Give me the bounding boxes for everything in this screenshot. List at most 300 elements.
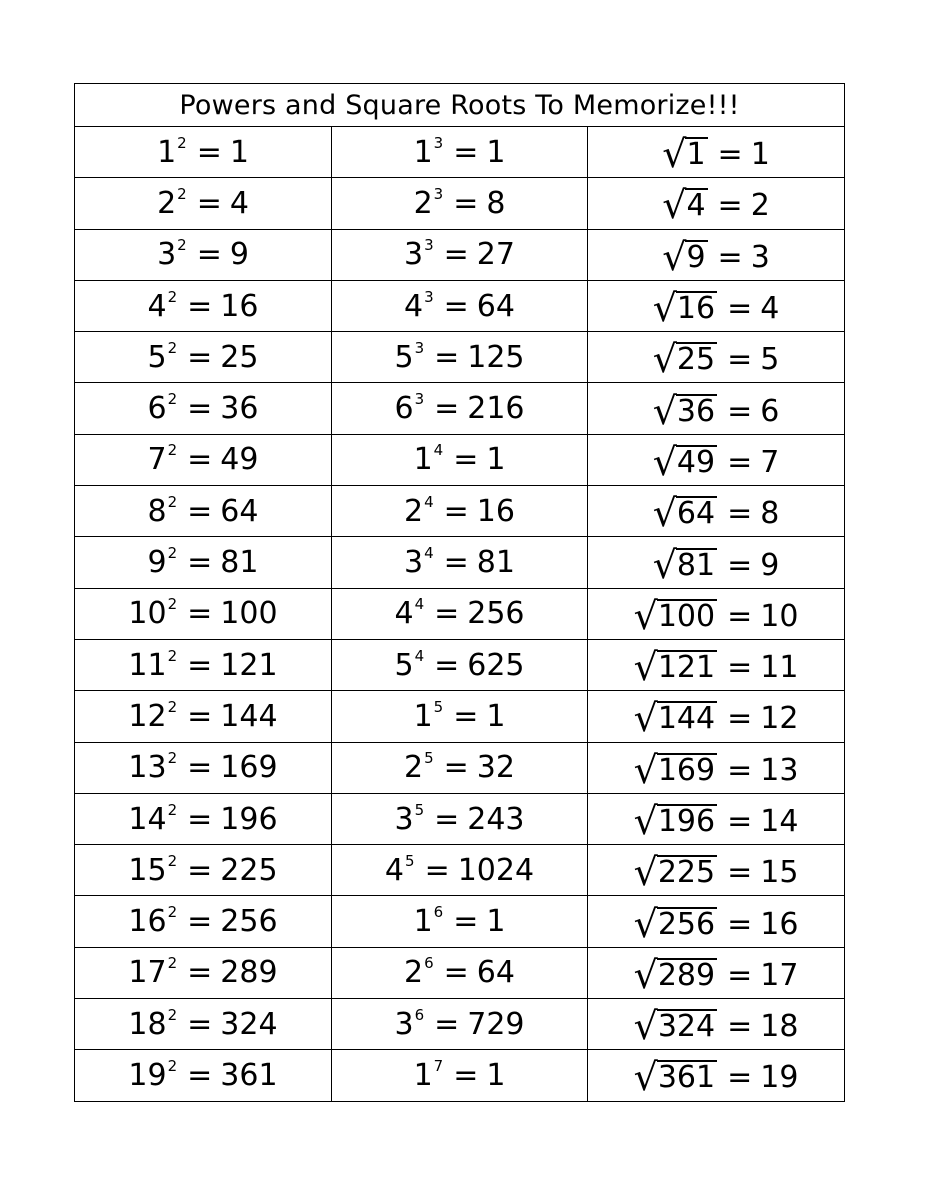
square-base: 17	[128, 955, 167, 991]
equals-sign: =	[727, 804, 753, 839]
root-radicand: 81	[676, 547, 716, 583]
power-base: 2	[404, 750, 424, 786]
equals-sign: =	[187, 391, 213, 427]
square-value: 225	[220, 852, 278, 888]
power-value: 1	[486, 1057, 506, 1093]
square-equation	[128, 699, 277, 734]
power-cell	[332, 793, 588, 844]
power-equation	[404, 289, 515, 324]
power-cell	[332, 486, 588, 537]
square-cell	[75, 845, 332, 896]
square-cell	[75, 1050, 332, 1101]
equals-sign: =	[453, 134, 479, 170]
root-value: 7	[760, 444, 780, 480]
square-exponent: 2	[167, 749, 178, 768]
square-equation	[148, 442, 259, 477]
equals-sign: =	[727, 957, 753, 993]
equals-sign: =	[196, 185, 222, 221]
equals-sign: =	[717, 137, 743, 173]
table-row	[75, 588, 845, 639]
square-exponent: 2	[167, 903, 178, 922]
power-value: 64	[476, 288, 515, 324]
equals-sign: =	[196, 237, 222, 273]
root-cell	[588, 1050, 845, 1101]
power-cell	[332, 1050, 588, 1101]
equals-sign: =	[434, 339, 460, 375]
root-equation	[633, 696, 799, 741]
square-value: 1	[229, 134, 249, 170]
power-value: 1	[486, 134, 506, 170]
equals-sign: =	[187, 750, 213, 786]
radical-sign-icon: √	[633, 901, 658, 946]
root-radicand: 289	[657, 957, 716, 993]
power-value: 243	[467, 801, 525, 837]
square-cell	[75, 639, 332, 690]
root-cell	[588, 896, 845, 947]
powers-table	[74, 83, 845, 1102]
equals-sign: =	[727, 752, 753, 788]
table-row	[75, 999, 845, 1050]
square-exponent: 2	[167, 595, 178, 614]
square-cell	[75, 896, 332, 947]
square-cell	[75, 486, 332, 537]
root-radicand: 225	[657, 855, 716, 891]
square-exponent: 2	[167, 851, 178, 870]
power-exponent: 3	[414, 338, 425, 357]
equals-sign: =	[443, 955, 469, 991]
square-exponent: 2	[167, 441, 178, 460]
equals-sign: =	[443, 288, 469, 324]
equals-sign: =	[443, 545, 469, 581]
root-cell	[588, 742, 845, 793]
table-row	[75, 383, 845, 434]
square-value: 4	[229, 185, 249, 221]
radical-sign-icon: √	[633, 1055, 658, 1100]
equals-sign: =	[727, 855, 753, 891]
root-value: 18	[760, 1009, 799, 1045]
power-cell	[332, 280, 588, 331]
root-equation	[662, 132, 770, 177]
power-equation	[404, 955, 515, 990]
square-value: 81	[220, 545, 259, 581]
square-cell	[75, 280, 332, 331]
radical-sign-icon: √	[652, 337, 677, 382]
equals-sign: =	[187, 493, 213, 529]
power-equation	[394, 648, 524, 683]
power-value: 216	[467, 391, 525, 427]
table-row	[75, 639, 845, 690]
equals-sign: =	[453, 1057, 479, 1093]
square-base: 5	[147, 339, 167, 375]
square-exponent: 2	[167, 492, 178, 511]
square-equation	[128, 750, 277, 785]
equals-sign: =	[453, 442, 479, 478]
root-cell	[588, 229, 845, 280]
power-base: 3	[394, 801, 414, 837]
power-equation	[404, 494, 515, 529]
square-value: 169	[220, 750, 278, 786]
table-row	[75, 537, 845, 588]
square-equation	[128, 648, 277, 683]
root-radicand: 36	[676, 393, 716, 429]
power-base: 2	[404, 955, 424, 991]
power-exponent: 3	[433, 184, 444, 203]
square-base: 1	[157, 134, 177, 170]
square-base: 7	[147, 442, 167, 478]
power-exponent: 4	[424, 544, 434, 563]
power-base: 5	[394, 339, 414, 375]
square-value: 324	[220, 1006, 278, 1042]
square-base: 13	[128, 750, 167, 786]
power-exponent: 5	[424, 749, 434, 768]
table-row	[75, 434, 845, 485]
radical-sign-icon: √	[652, 491, 677, 536]
root-cell	[588, 127, 845, 178]
table-row	[75, 742, 845, 793]
equals-sign: =	[187, 904, 213, 940]
power-exponent: 3	[424, 287, 434, 306]
equals-sign: =	[434, 801, 460, 837]
root-equation	[633, 952, 799, 997]
square-base: 10	[128, 596, 167, 632]
square-value: 144	[220, 698, 278, 734]
power-cell	[332, 588, 588, 639]
square-exponent: 2	[167, 544, 178, 563]
square-equation	[128, 853, 277, 888]
square-equation	[128, 802, 277, 837]
root-radicand: 169	[657, 752, 716, 788]
root-value: 1	[750, 137, 770, 173]
equals-sign: =	[196, 134, 222, 170]
equals-sign: =	[727, 598, 753, 634]
power-exponent: 5	[433, 697, 444, 716]
square-value: 196	[220, 801, 278, 837]
table-row	[75, 1050, 845, 1101]
square-value: 36	[220, 391, 259, 427]
power-value: 81	[476, 545, 515, 581]
power-equation	[394, 340, 524, 375]
power-cell	[332, 127, 588, 178]
square-equation	[128, 596, 277, 631]
equals-sign: =	[453, 904, 479, 940]
square-equation	[157, 237, 249, 272]
square-base: 12	[128, 698, 167, 734]
radical-sign-icon: √	[633, 1004, 658, 1049]
table-row	[75, 178, 845, 229]
equals-sign: =	[187, 955, 213, 991]
power-base: 3	[404, 545, 424, 581]
power-exponent: 6	[433, 903, 444, 922]
square-cell	[75, 588, 332, 639]
power-value: 8	[486, 185, 506, 221]
square-exponent: 2	[167, 287, 178, 306]
root-cell	[588, 486, 845, 537]
power-base: 3	[394, 1006, 414, 1042]
table-row	[75, 845, 845, 896]
power-base: 1	[413, 442, 433, 478]
square-exponent: 2	[167, 954, 178, 973]
square-equation	[128, 955, 277, 990]
square-base: 9	[147, 545, 167, 581]
power-cell	[332, 999, 588, 1050]
power-cell	[332, 383, 588, 434]
power-exponent: 3	[424, 236, 434, 255]
radical-sign-icon: √	[652, 439, 677, 484]
root-radicand: 25	[676, 342, 716, 378]
square-value: 49	[220, 442, 259, 478]
table-row	[75, 127, 845, 178]
root-equation	[652, 337, 780, 382]
equals-sign: =	[434, 647, 460, 683]
power-cell	[332, 639, 588, 690]
square-base: 8	[147, 493, 167, 529]
equals-sign: =	[727, 906, 753, 942]
root-radicand: 144	[657, 701, 716, 737]
square-exponent: 2	[167, 697, 178, 716]
power-cell	[332, 537, 588, 588]
power-exponent: 3	[414, 390, 425, 409]
root-cell	[588, 845, 845, 896]
table-row	[75, 486, 845, 537]
title-row	[75, 84, 845, 127]
root-radicand: 121	[657, 650, 716, 686]
radical-sign-icon: √	[652, 286, 677, 331]
power-base: 2	[404, 493, 424, 529]
radical-sign-icon: √	[662, 132, 687, 177]
power-exponent: 6	[414, 1005, 425, 1024]
power-equation	[394, 1007, 524, 1042]
power-equation	[404, 237, 515, 272]
root-cell	[588, 639, 845, 690]
equals-sign: =	[717, 239, 743, 275]
power-equation	[404, 545, 515, 580]
power-exponent: 3	[433, 133, 444, 152]
square-cell	[75, 127, 332, 178]
root-equation	[662, 183, 770, 228]
root-equation	[633, 850, 799, 895]
root-equation	[652, 439, 780, 484]
square-cell	[75, 332, 332, 383]
radical-sign-icon: √	[633, 593, 658, 638]
square-cell	[75, 742, 332, 793]
power-exponent: 5	[405, 851, 415, 870]
root-cell	[588, 537, 845, 588]
root-value: 9	[760, 547, 780, 583]
root-value: 16	[760, 906, 799, 942]
equals-sign: =	[434, 596, 460, 632]
root-value: 11	[760, 650, 799, 686]
root-radicand: 16	[676, 291, 716, 327]
root-equation	[652, 542, 780, 587]
equals-sign: =	[187, 1006, 213, 1042]
square-cell	[75, 999, 332, 1050]
equals-sign: =	[727, 291, 753, 327]
equals-sign: =	[727, 547, 753, 583]
power-equation	[414, 186, 506, 221]
square-exponent: 2	[177, 184, 187, 203]
root-equation	[652, 491, 780, 536]
power-value: 32	[476, 750, 515, 786]
power-equation	[394, 596, 524, 631]
equals-sign: =	[187, 647, 213, 683]
table-row	[75, 947, 845, 998]
root-cell	[588, 434, 845, 485]
equals-sign: =	[727, 650, 753, 686]
square-exponent: 2	[167, 390, 178, 409]
root-value: 5	[760, 342, 780, 378]
radical-sign-icon: √	[633, 645, 658, 690]
power-exponent: 7	[433, 1056, 444, 1075]
equals-sign: =	[727, 1060, 753, 1096]
equals-sign: =	[727, 701, 753, 737]
equals-sign: =	[727, 1009, 753, 1045]
root-radicand: 1	[686, 137, 706, 173]
root-equation	[633, 593, 799, 638]
root-value: 3	[750, 239, 770, 275]
root-value: 17	[760, 957, 799, 993]
power-base: 1	[413, 904, 433, 940]
radical-sign-icon: √	[633, 799, 658, 843]
square-equation	[157, 186, 249, 221]
equals-sign: =	[443, 750, 469, 786]
square-equation	[128, 1058, 277, 1093]
power-value: 16	[476, 493, 515, 529]
square-cell	[75, 229, 332, 280]
power-equation	[394, 391, 524, 426]
power-base: 4	[404, 288, 424, 324]
square-cell	[75, 691, 332, 742]
root-radicand: 64	[676, 496, 716, 532]
radical-sign-icon: √	[633, 747, 658, 792]
root-equation	[633, 799, 799, 843]
root-equation	[662, 234, 770, 279]
power-equation	[414, 442, 506, 477]
square-value: 64	[220, 493, 259, 529]
root-radicand: 49	[676, 444, 716, 480]
table-row	[75, 280, 845, 331]
table-row	[75, 896, 845, 947]
root-equation	[652, 388, 780, 433]
root-radicand: 256	[657, 906, 716, 942]
equals-sign: =	[187, 852, 213, 888]
root-radicand: 9	[686, 239, 706, 275]
equals-sign: =	[187, 339, 213, 375]
root-equation	[633, 901, 799, 946]
radical-sign-icon: √	[633, 952, 658, 997]
power-exponent: 4	[424, 492, 434, 511]
power-exponent: 5	[414, 800, 425, 819]
power-exponent: 4	[414, 646, 425, 665]
root-cell	[588, 999, 845, 1050]
root-value: 19	[760, 1060, 799, 1096]
square-equation	[148, 289, 259, 324]
radical-sign-icon: √	[652, 542, 677, 587]
root-cell	[588, 588, 845, 639]
root-value: 4	[760, 291, 780, 327]
power-cell	[332, 691, 588, 742]
square-base: 4	[147, 288, 167, 324]
root-cell	[588, 383, 845, 434]
root-radicand: 324	[657, 1009, 716, 1045]
table-row	[75, 793, 845, 844]
power-value: 1	[486, 904, 506, 940]
equals-sign: =	[187, 288, 213, 324]
equals-sign: =	[187, 1057, 213, 1093]
equals-sign: =	[453, 185, 479, 221]
square-base: 16	[128, 904, 167, 940]
table-title: Powers and Square Roots To Memorize!!!	[75, 84, 845, 127]
power-cell	[332, 896, 588, 947]
radical-sign-icon: √	[662, 234, 687, 279]
root-cell	[588, 793, 845, 844]
root-value: 10	[760, 598, 799, 634]
square-base: 6	[147, 391, 167, 427]
root-radicand: 4	[686, 188, 706, 224]
root-value: 12	[760, 701, 799, 737]
power-equation	[404, 750, 515, 785]
power-cell	[332, 229, 588, 280]
root-value: 15	[760, 855, 799, 891]
power-base: 3	[404, 237, 424, 273]
root-cell	[588, 691, 845, 742]
square-exponent: 2	[167, 646, 178, 665]
square-cell	[75, 383, 332, 434]
square-base: 15	[128, 852, 167, 888]
square-cell	[75, 178, 332, 229]
power-equation	[394, 802, 524, 837]
equals-sign: =	[727, 393, 753, 429]
table-row	[75, 691, 845, 742]
root-equation	[633, 645, 799, 690]
power-value: 729	[467, 1006, 525, 1042]
square-base: 18	[128, 1006, 167, 1042]
square-value: 121	[220, 647, 278, 683]
power-base: 1	[413, 134, 433, 170]
equals-sign: =	[453, 698, 479, 734]
root-equation	[652, 286, 780, 331]
power-cell	[332, 845, 588, 896]
root-cell	[588, 332, 845, 383]
power-exponent: 4	[433, 441, 444, 460]
power-value: 625	[467, 647, 525, 683]
square-equation	[148, 391, 259, 426]
root-value: 8	[760, 496, 780, 532]
square-cell	[75, 793, 332, 844]
power-cell	[332, 947, 588, 998]
root-value: 14	[760, 804, 799, 839]
power-equation	[414, 1058, 506, 1093]
power-equation	[414, 699, 506, 734]
power-equation	[414, 904, 506, 939]
equals-sign: =	[187, 442, 213, 478]
table-body	[75, 127, 845, 1102]
root-equation	[633, 1055, 799, 1100]
equals-sign: =	[187, 596, 213, 632]
equals-sign: =	[727, 496, 753, 532]
power-base: 4	[394, 596, 414, 632]
root-value: 2	[750, 188, 770, 224]
square-value: 100	[220, 596, 278, 632]
table-row	[75, 229, 845, 280]
power-exponent: 4	[414, 595, 425, 614]
square-value: 9	[229, 237, 249, 273]
square-exponent: 2	[177, 133, 187, 152]
root-cell	[588, 178, 845, 229]
power-value: 125	[467, 339, 525, 375]
power-value: 27	[476, 237, 515, 273]
equals-sign: =	[717, 188, 743, 224]
equals-sign: =	[727, 342, 753, 378]
